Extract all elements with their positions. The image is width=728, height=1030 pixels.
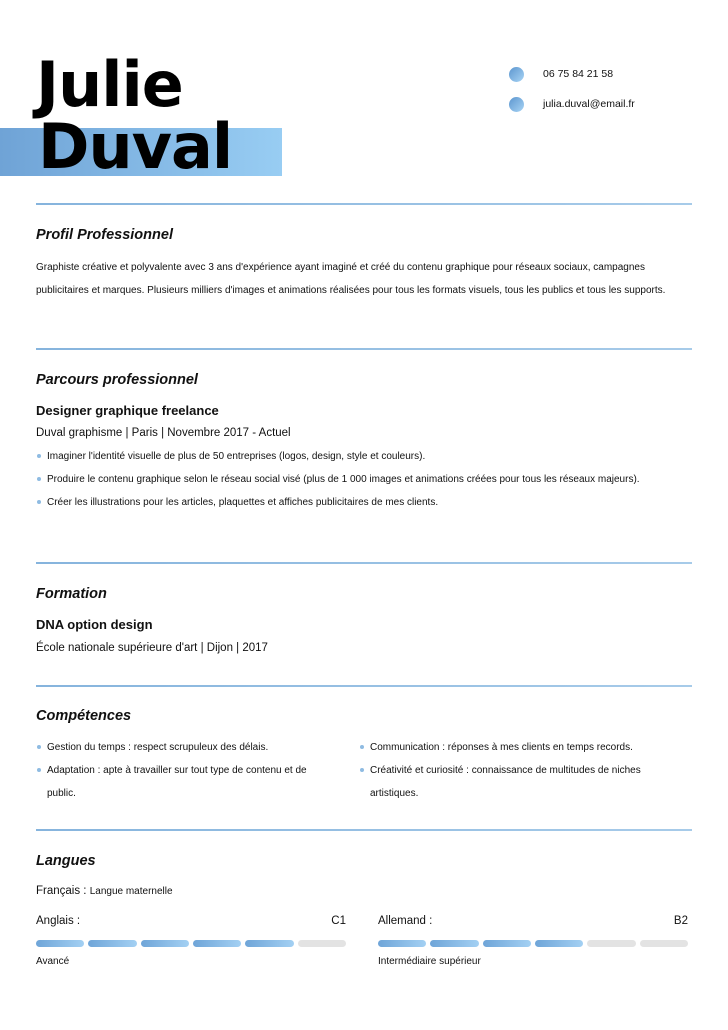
skills-right-list — [360, 736, 690, 805]
contact-email — [509, 95, 635, 113]
level-segment-filled — [141, 940, 189, 947]
last-name-wrap — [36, 110, 233, 183]
experience-title: Parcours professionnel — [36, 372, 198, 388]
skills-left-list — [37, 736, 337, 805]
contact-info — [509, 65, 635, 125]
list-item: Gestion du temps : respect scrupuleux des délais. — [37, 736, 337, 759]
level-segment-filled — [36, 940, 84, 947]
school-info: École nationale supérieure d'art | Dijon | 2017 — [36, 642, 268, 654]
level-segment-filled — [245, 940, 293, 947]
level-segment-filled — [88, 940, 136, 947]
list-item: Créativité et curiosité : connaissance de multitudes de niches artistiques. — [360, 759, 690, 805]
email-bullet-icon — [509, 97, 524, 112]
level-segment-empty — [640, 940, 688, 947]
divider-experience — [36, 348, 692, 350]
native-language-level: Langue maternelle — [89, 886, 173, 897]
divider-languages — [36, 829, 692, 831]
level-segment-filled — [378, 940, 426, 947]
skills-title: Compétences — [36, 708, 132, 724]
list-item: Communication : réponses à mes clients en temps records. — [360, 736, 690, 759]
profile-title: Profil Professionnel — [36, 227, 173, 243]
email-text: julia.duval@email.fr — [543, 98, 635, 110]
name-block — [36, 48, 233, 183]
divider-skills — [36, 685, 692, 687]
degree-title: DNA option design — [36, 617, 153, 632]
level-segment-empty — [298, 940, 346, 947]
list-item: Produire le contenu graphique selon le réseau social visé (plus de 1 000 images et animations créées pour tous les réseaux majeurs). — [37, 468, 667, 491]
languages-title: Langues — [36, 853, 96, 869]
first-name: Julie — [36, 48, 183, 121]
language-code: C1 — [331, 915, 346, 927]
last-name: Duval — [38, 110, 233, 183]
language-code: B2 — [673, 915, 688, 927]
experience-bullets — [37, 445, 667, 514]
profile-text: Graphiste créative et polyvalente avec 3 ans d'expérience ayant imaginé et créé du contenu graphique pour réseaux sociaux, campagnes publicitaires et marques. Plusieurs milliers d'images et animations réalisées pour tous les formats visuels, tous les publics et tous les supports. — [36, 262, 666, 296]
list-item: Adaptation : apte à travailler sur tout type de contenu et de public. — [37, 759, 337, 805]
divider-education — [36, 562, 692, 564]
language-level: Avancé — [36, 956, 70, 967]
level-segment-filled — [483, 940, 531, 947]
job-title: Designer graphique freelance — [36, 403, 219, 418]
language-name: Anglais : — [36, 915, 81, 927]
language-english — [36, 915, 346, 967]
contact-phone — [509, 65, 635, 83]
language-level: Intermédiaire supérieur — [378, 956, 481, 967]
level-bar — [36, 940, 346, 947]
phone-bullet-icon — [509, 67, 524, 82]
level-segment-filled — [193, 940, 241, 947]
level-bar — [378, 940, 688, 947]
native-language — [36, 885, 173, 897]
native-language-name: Français : — [36, 885, 87, 897]
language-name: Allemand : — [378, 915, 433, 927]
language-german — [378, 915, 688, 967]
job-subtitle: Duval graphisme | Paris | Novembre 2017 - Actuel — [36, 427, 291, 439]
level-segment-filled — [535, 940, 583, 947]
list-item: Imaginer l'identité visuelle de plus de 50 entreprises (logos, design, style et couleurs). — [37, 445, 667, 468]
education-title: Formation — [36, 586, 107, 602]
list-item: Créer les illustrations pour les articles, plaquettes et affiches publicitaires de mes clients. — [37, 491, 667, 514]
divider-profile — [36, 203, 692, 205]
phone-text: 06 75 84 21 58 — [543, 68, 614, 80]
level-segment-empty — [587, 940, 635, 947]
level-segment-filled — [430, 940, 478, 947]
